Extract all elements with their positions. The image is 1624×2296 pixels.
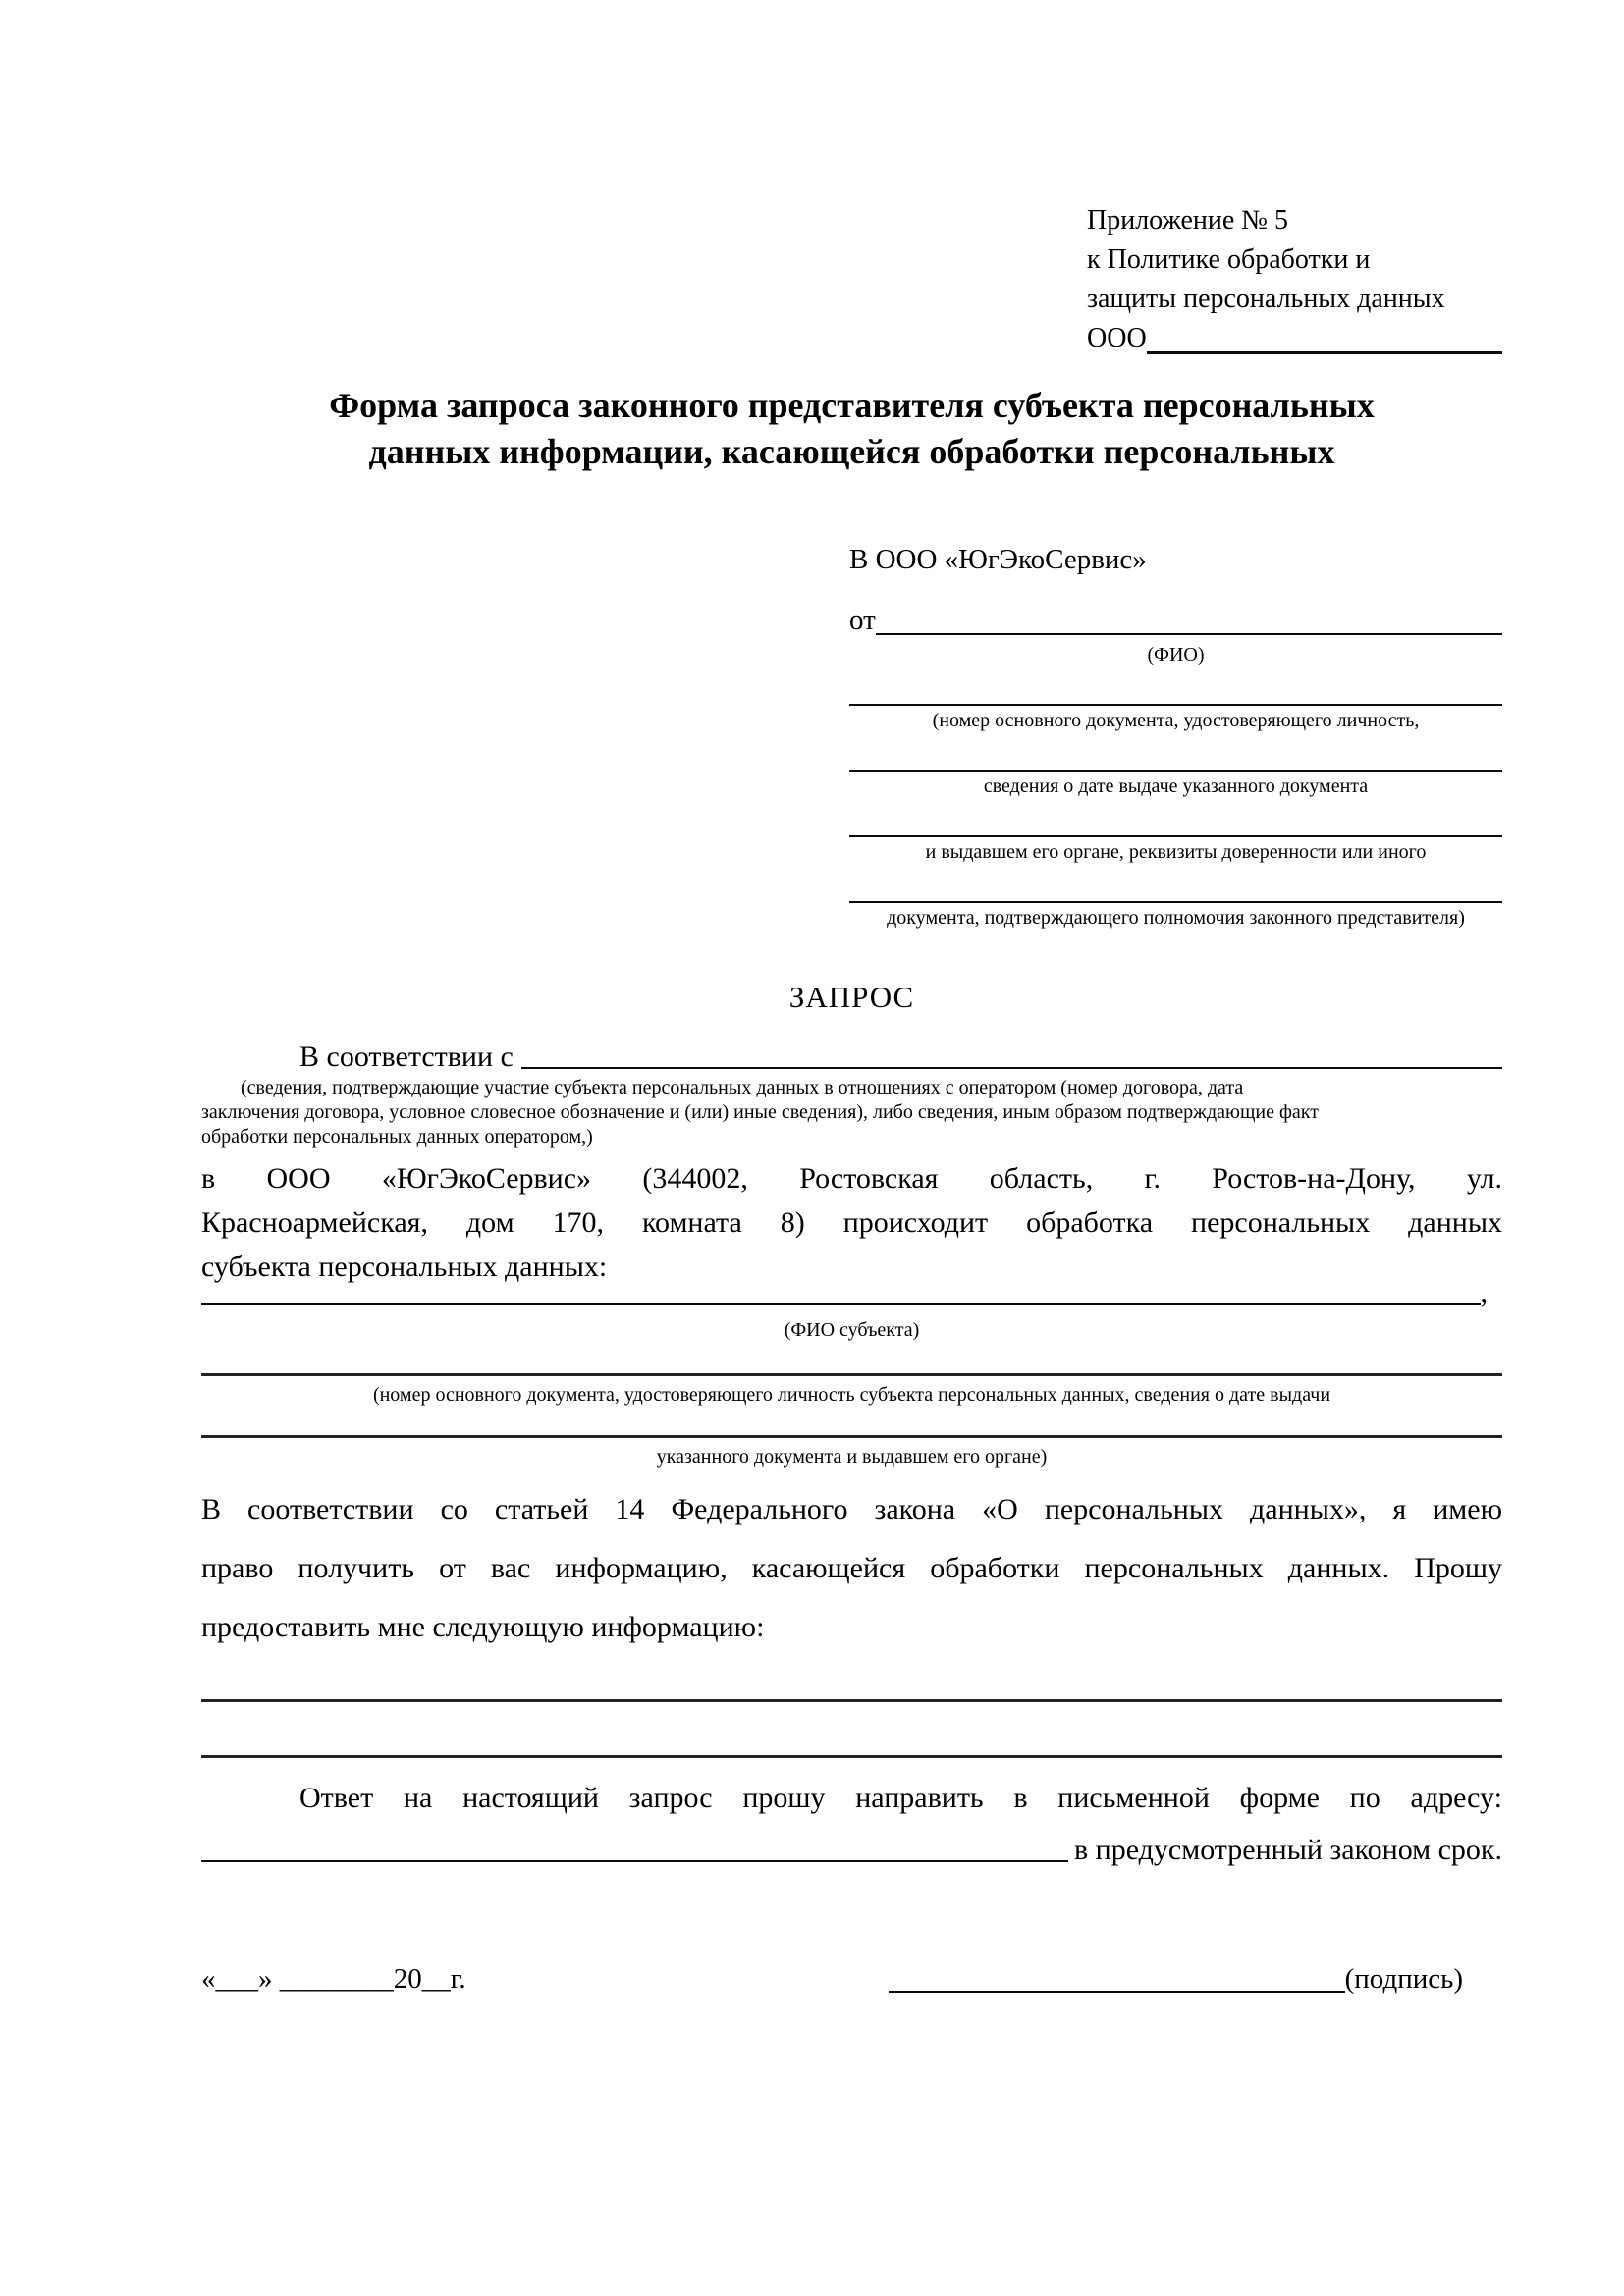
title-line-2: данных информации, касающейся обработки персональных	[368, 432, 1335, 471]
footer-row	[201, 1963, 1502, 1996]
subject-fio-blank-line	[201, 1303, 1481, 1305]
appendix-ooo-row	[1087, 319, 1502, 358]
from-row	[849, 601, 1502, 640]
appendix-line: к Политике обработки и	[1087, 244, 1371, 275]
ooo-blank-line	[1147, 351, 1502, 354]
from-blank-line	[876, 633, 1502, 635]
appendix-line: защиты персональных данных	[1087, 284, 1445, 314]
subject-doc-caption-2: указанного документа и выдавшем его органе)	[656, 1446, 1048, 1468]
information-blank-line-1	[201, 1699, 1502, 1702]
operator-line: в ООО «ЮгЭкоСервис» (344002, Ростовская область, г. Ростов-на-Дону, ул.	[201, 1162, 1502, 1195]
appendix-block	[1087, 201, 1502, 358]
operator-line: субъекта персональных данных:	[201, 1251, 608, 1283]
subject-doc-caption-1: (номер основного документа, удостоверяющего личность субъекта персональных данных, сведения о дате выдачи	[372, 1384, 1331, 1406]
id-doc-blank-line-2	[849, 770, 1502, 772]
id-doc-caption-2: сведения о дате выдаче указанного документа	[983, 775, 1369, 797]
law-paragraph	[201, 1480, 1502, 1657]
date-blank: «___» ________20__г.	[201, 1963, 466, 1995]
id-doc-blank-line-1	[849, 704, 1502, 706]
answer-tail: в предусмотренный законом срок.	[1074, 1834, 1502, 1866]
operator-line: Красноармейская, дом 170, комната 8) происходит обработка персональных данных	[201, 1206, 1502, 1239]
id-doc-blank-line-3	[849, 835, 1502, 837]
appendix-line: Приложение № 5	[1087, 205, 1288, 236]
signature-caption: (подпись)	[1344, 1963, 1463, 1995]
accordance-blank-line	[521, 1067, 1502, 1069]
subject-fio-row	[201, 1276, 1488, 1309]
law-line: В соответствии со статьей 14 Федерального закона «О персональных данных», я имею	[201, 1493, 1502, 1525]
ooo-label: ООО	[1087, 323, 1147, 353]
fio-caption: (ФИО)	[1147, 644, 1205, 666]
accordance-caption-line: (сведения, подтверждающие участие субъекта персональных данных в отношениях с оператором (номер договора, дата	[241, 1077, 1244, 1098]
subject-fio-comma: ,	[1480, 1276, 1488, 1308]
answer-address-row	[201, 1834, 1502, 1867]
signature-row	[889, 1963, 1463, 1996]
law-line: предоставить мне следующую информацию:	[201, 1611, 765, 1643]
accordance-caption-line: заключения договора, условное словесное обозначение и (или) иные сведения), либо сведения, иным образом подтверждающие факт	[201, 1101, 1319, 1123]
id-doc-blank-line-4	[849, 901, 1502, 903]
addressee-block	[849, 540, 1502, 931]
answer-paragraph: Ответ на настоящий запрос прошу направить в письменной форме по адресу:	[299, 1782, 1502, 1814]
accordance-row	[201, 1041, 1502, 1074]
information-blank-line-2	[201, 1755, 1502, 1758]
subject-doc-blank-line-2	[201, 1435, 1502, 1438]
subject-fio-caption: (ФИО субъекта)	[784, 1319, 920, 1341]
accordance-label: В соответствии с	[299, 1041, 514, 1073]
from-label: от	[849, 605, 876, 636]
document-title	[201, 383, 1502, 475]
law-line: право получить от вас информацию, касающейся обработки персональных данных. Прошу	[201, 1552, 1502, 1584]
operator-paragraph	[201, 1156, 1502, 1289]
accordance-caption	[201, 1076, 1502, 1149]
request-heading: ЗАПРОС	[788, 980, 915, 1014]
id-doc-caption-1: (номер основного документа, удостоверяющего личность,	[932, 710, 1420, 731]
signature-blank-line	[889, 1991, 1345, 1993]
id-doc-caption-4: документа, подтверждающего полномочия законного представителя)	[887, 907, 1465, 929]
addressee-organization: В ООО «ЮгЭкоСервис»	[849, 544, 1147, 575]
accordance-caption-line: обработки персональных данных оператором,)	[201, 1126, 593, 1148]
answer-address-blank-line	[201, 1860, 1068, 1862]
title-line-1: Форма запроса законного представителя субъекта персональных	[329, 386, 1375, 425]
subject-doc-blank-line-1	[201, 1373, 1502, 1376]
id-doc-caption-3: и выдавшем его органе, реквизиты доверенности или иного	[925, 841, 1427, 863]
